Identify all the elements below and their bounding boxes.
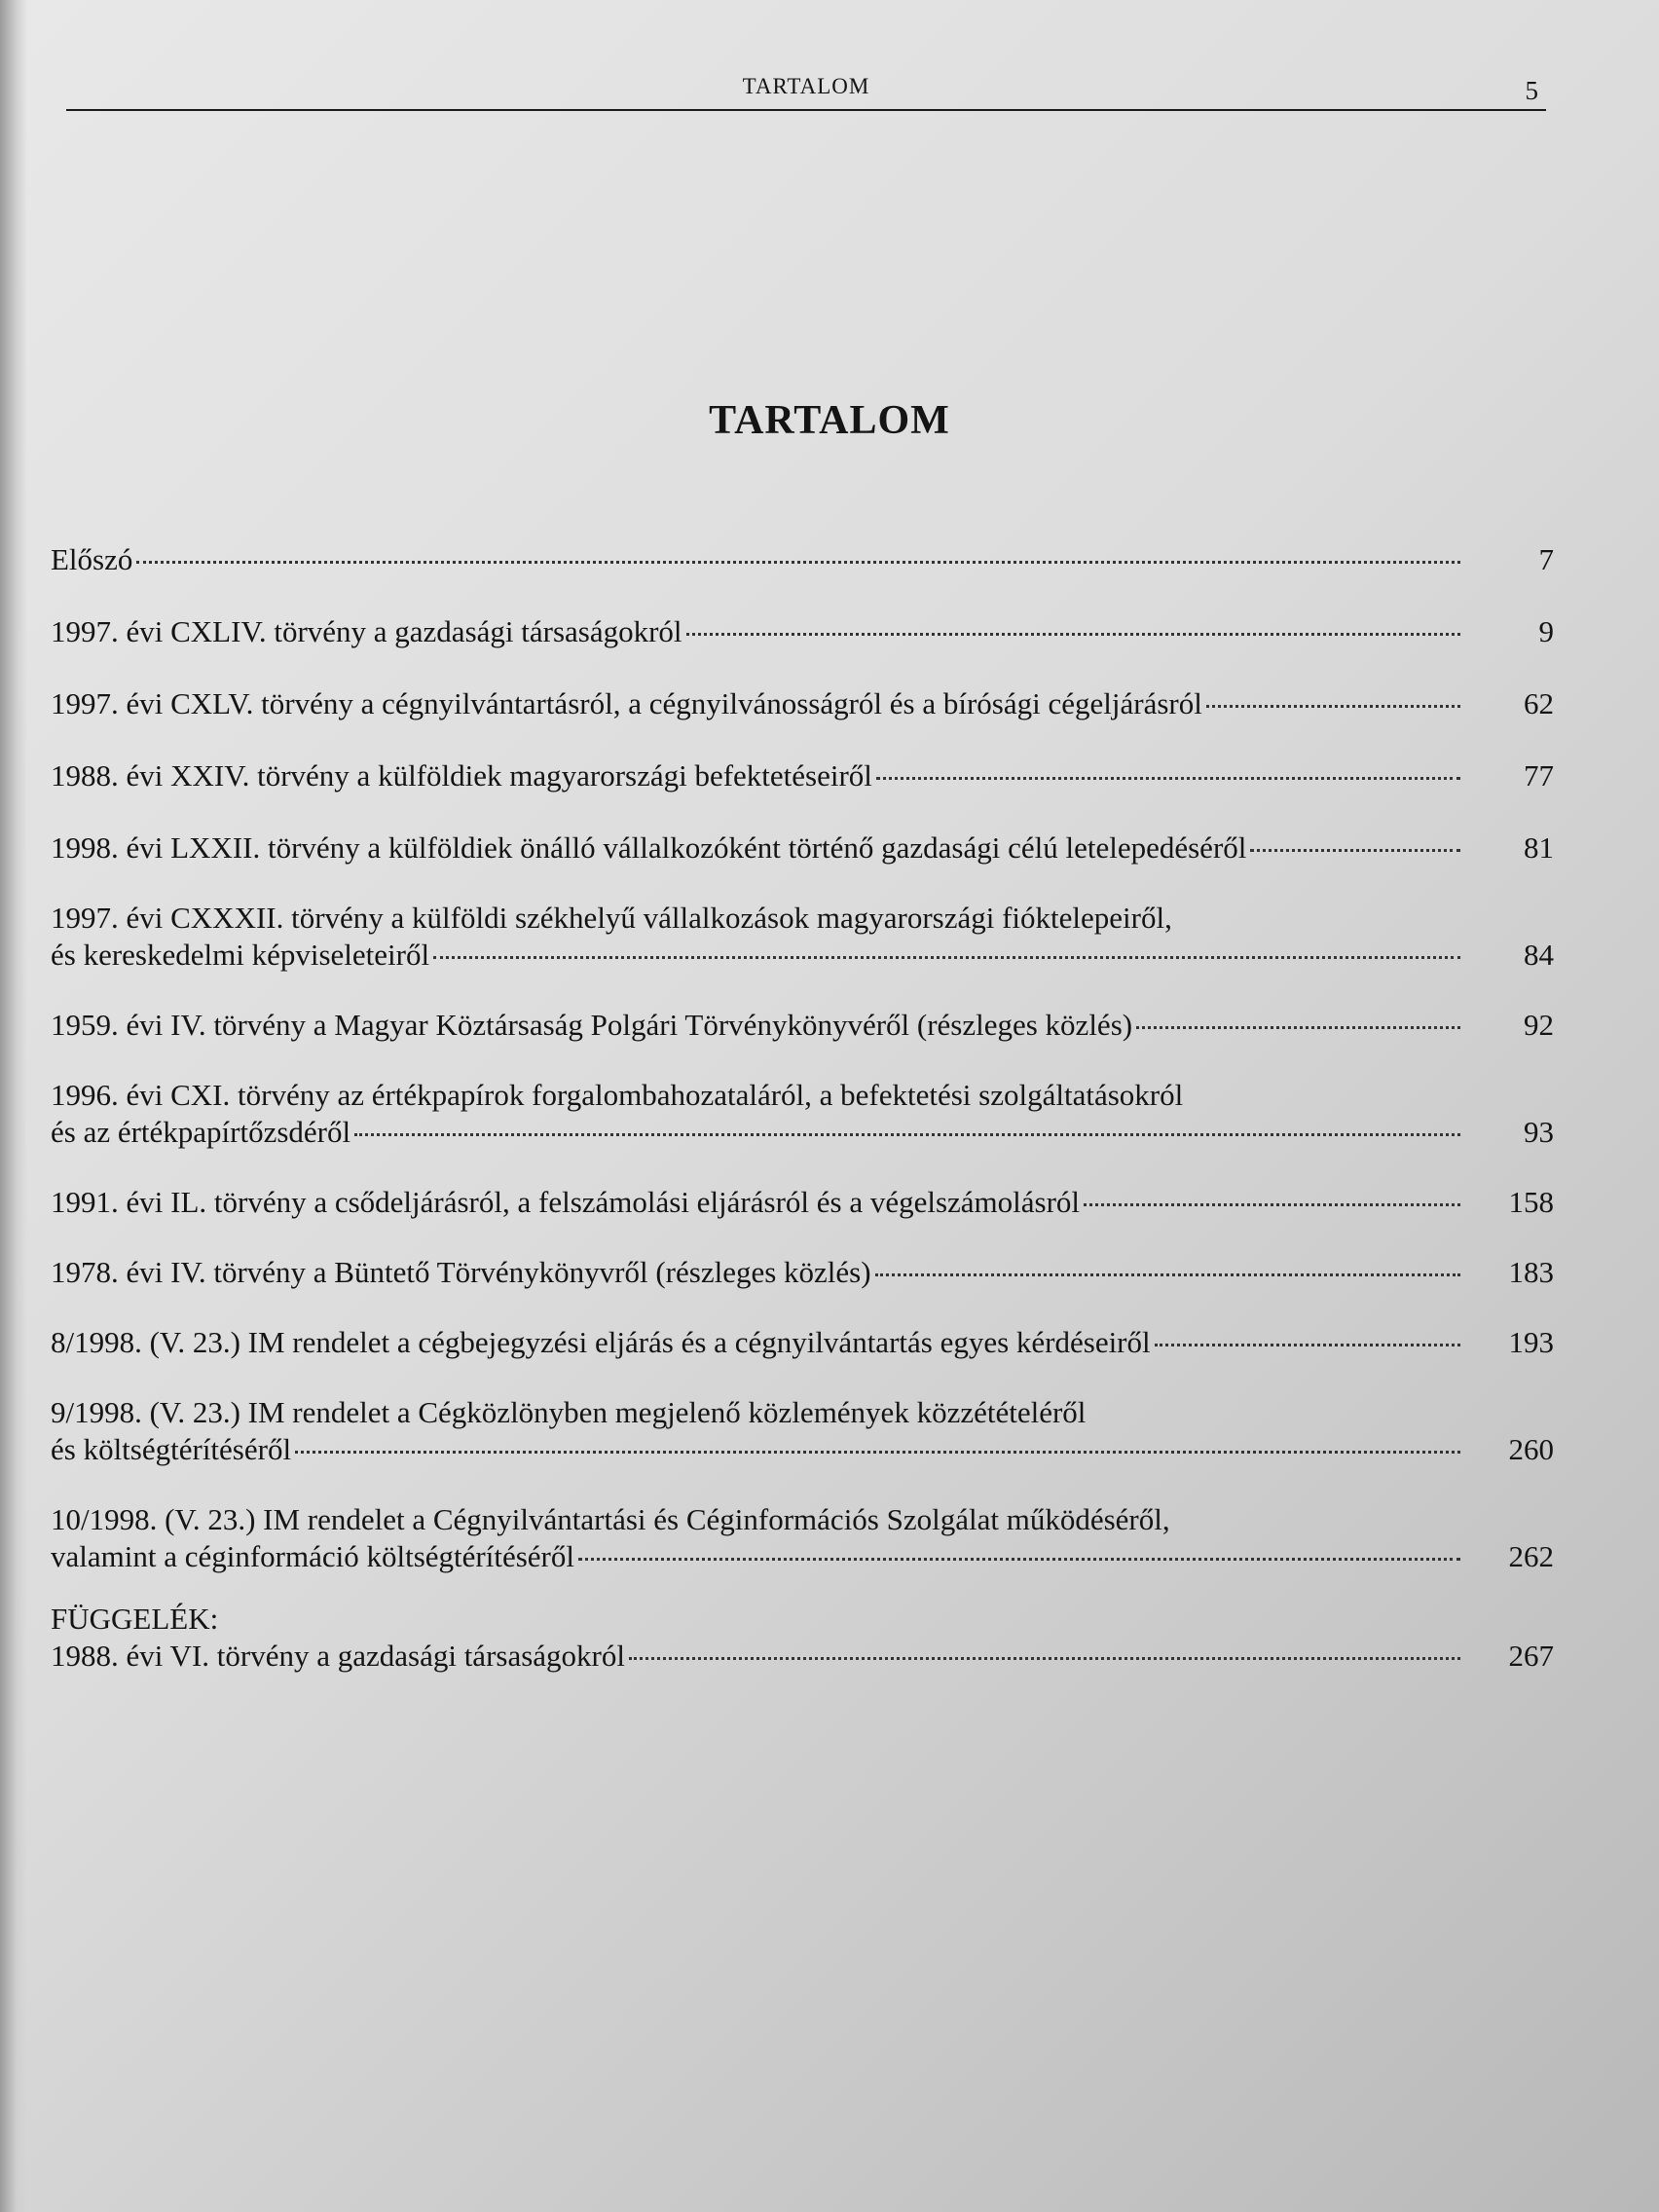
dot-leader bbox=[1206, 705, 1460, 708]
toc-entry-last-line bbox=[51, 685, 1554, 722]
toc-heading: TARTALOM bbox=[709, 398, 950, 443]
toc-entry-page: 260 bbox=[1508, 1432, 1554, 1466]
toc-entry-title: és az értékpapírtőzsdéről bbox=[51, 1115, 351, 1149]
toc-entry-page: 84 bbox=[1524, 938, 1554, 972]
toc-entry bbox=[51, 541, 1554, 578]
dot-leader bbox=[875, 1273, 1460, 1276]
toc-entry-title: 1996. évi CXI. törvény az értékpapírok forgalombahozataláról, a befektetési szolgáltatásokról bbox=[51, 1078, 1184, 1112]
toc-entry-title: 1997. évi CXXXII. törvény a külföldi székhelyű vállalkozások magyarországi fióktelepeiről, bbox=[51, 901, 1172, 935]
toc-entry-page: 77 bbox=[1524, 758, 1554, 793]
toc-entry-title: 1988. évi VI. törvény a gazdasági társaságokról bbox=[51, 1639, 625, 1673]
toc-entry-title: 1991. évi IL. törvény a csődeljárásról, a felszámolási eljárásról és a végelszámolásról bbox=[51, 1185, 1081, 1219]
toc-entry-last-line bbox=[51, 541, 1554, 578]
toc-entry-page: 81 bbox=[1524, 830, 1554, 865]
page-edge-shadow bbox=[0, 0, 27, 2212]
dot-leader bbox=[629, 1657, 1460, 1660]
toc-entry-page: 9 bbox=[1538, 614, 1554, 648]
toc-entry bbox=[51, 757, 1554, 794]
toc-entry-title: Előszó bbox=[51, 542, 133, 576]
toc-entry-title: 1997. évi CXLIV. törvény a gazdasági társaságokról bbox=[51, 614, 682, 648]
toc-entry-page: 93 bbox=[1524, 1115, 1554, 1149]
toc-entry bbox=[51, 1077, 1554, 1151]
toc-entry-last-line bbox=[51, 1431, 1554, 1468]
toc-entry-page: 267 bbox=[1508, 1639, 1554, 1673]
toc-entry-title: 1978. évi IV. törvény a Büntető Törvénykönyvről (részleges közlés) bbox=[51, 1255, 871, 1289]
toc-entry bbox=[51, 830, 1554, 866]
dot-leader bbox=[1250, 849, 1460, 852]
toc-list bbox=[51, 508, 1554, 1675]
toc-entry-last-line bbox=[51, 1254, 1554, 1291]
toc-entry-title: 1998. évi LXXII. törvény a külföldiek önálló vállalkozóként történő gazdasági célú letelepedéséről bbox=[51, 830, 1247, 865]
toc-entry-last-line bbox=[51, 1007, 1554, 1044]
page-number: 5 bbox=[1525, 76, 1538, 105]
toc-entry-page: 262 bbox=[1508, 1539, 1554, 1573]
dot-leader bbox=[1136, 1026, 1460, 1029]
toc-entry-title: valamint a céginformáció költségtérítéséről bbox=[51, 1539, 574, 1573]
toc-entry-line bbox=[51, 1077, 1554, 1114]
toc-entry-title: 1997. évi CXLV. törvény a cégnyilvántartásról, a cégnyilvánosságról és a bírósági cégeljárásról bbox=[51, 686, 1202, 720]
toc-entry bbox=[51, 1324, 1554, 1361]
toc-entry-last-line bbox=[51, 1324, 1554, 1361]
running-header bbox=[66, 74, 1546, 111]
toc-entry bbox=[51, 1501, 1554, 1575]
toc-entry bbox=[51, 1007, 1554, 1044]
dot-leader bbox=[295, 1451, 1460, 1454]
toc-entry-last-line bbox=[51, 613, 1554, 650]
dot-leader bbox=[136, 561, 1460, 564]
toc-entry-last-line bbox=[51, 1114, 1554, 1151]
toc-entry-last-line bbox=[51, 757, 1554, 794]
dot-leader bbox=[686, 633, 1460, 636]
toc-entry-title: és költségtérítéséről bbox=[51, 1432, 292, 1466]
toc-entry-last-line bbox=[51, 1184, 1554, 1221]
toc-entry-title: 10/1998. (V. 23.) IM rendelet a Cégnyilvántartási és Céginformációs Szolgálat működéséről, bbox=[51, 1502, 1170, 1536]
toc-entry-page: 7 bbox=[1538, 542, 1554, 576]
dot-leader bbox=[354, 1133, 1460, 1136]
toc-entry bbox=[51, 1394, 1554, 1468]
toc-entry-last-line bbox=[51, 1538, 1554, 1575]
toc-entry-page: 193 bbox=[1508, 1325, 1554, 1359]
toc-entry-title: 1988. évi XXIV. törvény a külföldiek magyarországi befektetéseiről bbox=[51, 758, 872, 793]
toc-entry-line bbox=[51, 1501, 1554, 1538]
toc-entry-title: és kereskedelmi képviseleteiről bbox=[51, 938, 430, 972]
dot-leader bbox=[433, 956, 1460, 959]
toc-entry bbox=[51, 900, 1554, 974]
toc-entry-title: 9/1998. (V. 23.) IM rendelet a Cégközlönyben megjelenő közlemények közzétételéről bbox=[51, 1395, 1087, 1429]
toc-entry-last-line bbox=[51, 1638, 1554, 1675]
toc-entry bbox=[51, 1638, 1554, 1675]
toc-entry-last-line bbox=[51, 830, 1554, 866]
dot-leader bbox=[578, 1558, 1460, 1561]
toc-entry-page: 158 bbox=[1508, 1185, 1554, 1219]
toc-entry-last-line bbox=[51, 937, 1554, 974]
toc-entry bbox=[51, 1254, 1554, 1291]
toc-entry-title: 1959. évi IV. törvény a Magyar Köztársaság Polgári Törvénykönyvéről (részleges közlés) bbox=[51, 1008, 1133, 1042]
dot-leader bbox=[1084, 1203, 1460, 1206]
dot-leader bbox=[876, 777, 1460, 780]
toc-entry-line bbox=[51, 1394, 1554, 1431]
toc-entry bbox=[51, 685, 1554, 722]
appendix-section bbox=[51, 1601, 1554, 1675]
toc-entry-line bbox=[51, 900, 1554, 937]
toc-entry-page: 183 bbox=[1508, 1255, 1554, 1289]
running-title: TARTALOM bbox=[742, 74, 870, 98]
appendix-label: FÜGGELÉK: bbox=[51, 1602, 219, 1636]
toc-entry-page: 92 bbox=[1524, 1008, 1554, 1042]
toc-entry-page: 62 bbox=[1524, 686, 1554, 720]
toc-entry bbox=[51, 613, 1554, 650]
toc-entry bbox=[51, 1184, 1554, 1221]
toc-entry-title: 8/1998. (V. 23.) IM rendelet a cégbejegyzési eljárás és a cégnyilvántartás egyes kérdéseiről bbox=[51, 1325, 1151, 1359]
dot-leader bbox=[1155, 1344, 1460, 1346]
